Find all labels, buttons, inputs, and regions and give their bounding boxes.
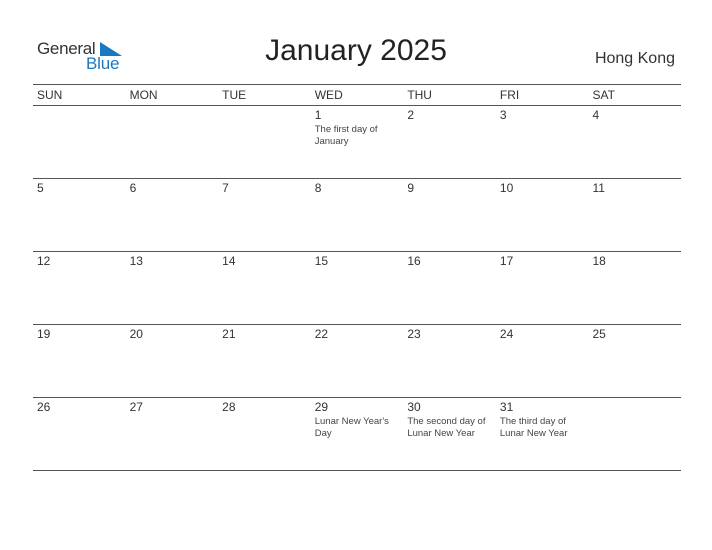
- calendar-weeks: [33, 106, 681, 471]
- day-cell: [403, 252, 496, 324]
- day-number: 25: [592, 327, 606, 341]
- day-cell: [496, 398, 589, 470]
- day-number: 2: [407, 108, 414, 122]
- week-row: [33, 106, 681, 179]
- weekday-header: WED: [314, 88, 343, 102]
- day-number: 16: [407, 254, 421, 268]
- day-number: 7: [222, 181, 229, 195]
- day-number: 18: [592, 254, 606, 268]
- day-number: 10: [499, 181, 514, 195]
- weekday-header: TUE: [222, 88, 247, 102]
- day-cell: [126, 106, 219, 178]
- day-cell: [311, 252, 404, 324]
- page-title: January 2025: [265, 34, 447, 67]
- day-cell: [311, 106, 404, 178]
- day-number: 28: [222, 400, 236, 414]
- region-label: Hong Kong: [594, 50, 675, 67]
- calendar-grid: [33, 84, 681, 471]
- day-cell: [588, 106, 681, 178]
- day-cell: [218, 106, 311, 178]
- day-number: 22: [314, 327, 329, 341]
- day-number: 8: [314, 181, 322, 195]
- day-number: 26: [37, 400, 51, 414]
- day-number: 21: [222, 327, 236, 341]
- day-number: 3: [499, 108, 507, 122]
- day-cell: [218, 179, 311, 251]
- day-cell: [311, 398, 404, 470]
- day-number: 20: [129, 327, 143, 341]
- day-cell: [496, 179, 589, 251]
- day-number: 31: [499, 400, 514, 414]
- day-cell: [588, 398, 681, 470]
- day-cell: [403, 106, 496, 178]
- day-number: 14: [222, 254, 236, 268]
- day-cell: [496, 252, 589, 324]
- day-cell: [588, 325, 681, 397]
- holiday-label: The second day of Lunar New Year: [407, 416, 486, 439]
- day-cell: [33, 398, 126, 470]
- day-cell: [496, 325, 589, 397]
- day-cell: [218, 398, 311, 470]
- holiday-label: The first day of January: [314, 124, 378, 147]
- day-number: 6: [129, 181, 137, 195]
- day-cell: [33, 106, 126, 178]
- day-cell: [588, 252, 681, 324]
- day-number: 4: [592, 108, 600, 122]
- day-number: 17: [499, 254, 514, 268]
- logo-word-blue: Blue: [86, 54, 120, 73]
- day-number: 11: [592, 181, 605, 195]
- weekday-header: SAT: [592, 88, 615, 102]
- day-cell: [218, 252, 311, 324]
- day-number: 12: [37, 254, 51, 268]
- day-number: 15: [314, 254, 329, 268]
- day-cell: [496, 106, 589, 178]
- day-cell: [403, 398, 496, 470]
- day-number: 13: [129, 254, 143, 268]
- week-row: [33, 325, 681, 398]
- day-number: 30: [407, 400, 421, 414]
- day-number: 9: [407, 181, 414, 195]
- weekday-header: THU: [407, 88, 432, 102]
- day-number: 27: [129, 400, 143, 414]
- day-number: 23: [407, 327, 421, 341]
- day-number: 24: [499, 327, 514, 341]
- day-cell: [33, 325, 126, 397]
- holiday-label: The third day of Lunar New Year: [499, 416, 568, 439]
- logo-word-general: General: [37, 39, 96, 58]
- day-cell: [311, 325, 404, 397]
- day-number: 19: [37, 327, 51, 341]
- day-cell: [126, 398, 219, 470]
- weekday-header: FRI: [499, 88, 520, 102]
- day-cell: [218, 325, 311, 397]
- day-cell: [403, 325, 496, 397]
- day-cell: [126, 325, 219, 397]
- day-number: 29: [314, 400, 329, 414]
- day-cell: [33, 252, 126, 324]
- day-cell: [126, 179, 219, 251]
- day-cell: [588, 179, 681, 251]
- day-cell: [126, 252, 219, 324]
- week-row: [33, 252, 681, 325]
- weekday-header: SUN: [37, 88, 63, 102]
- day-number: 1: [314, 108, 322, 122]
- holiday-label: Lunar New Year's Day: [314, 416, 389, 439]
- day-number: 5: [37, 181, 44, 195]
- day-cell: [311, 179, 404, 251]
- weekday-header-row: [33, 84, 681, 106]
- day-cell: [33, 179, 126, 251]
- weekday-header: MON: [129, 88, 158, 102]
- day-cell: [403, 179, 496, 251]
- week-row: [33, 179, 681, 252]
- week-row: [33, 398, 681, 471]
